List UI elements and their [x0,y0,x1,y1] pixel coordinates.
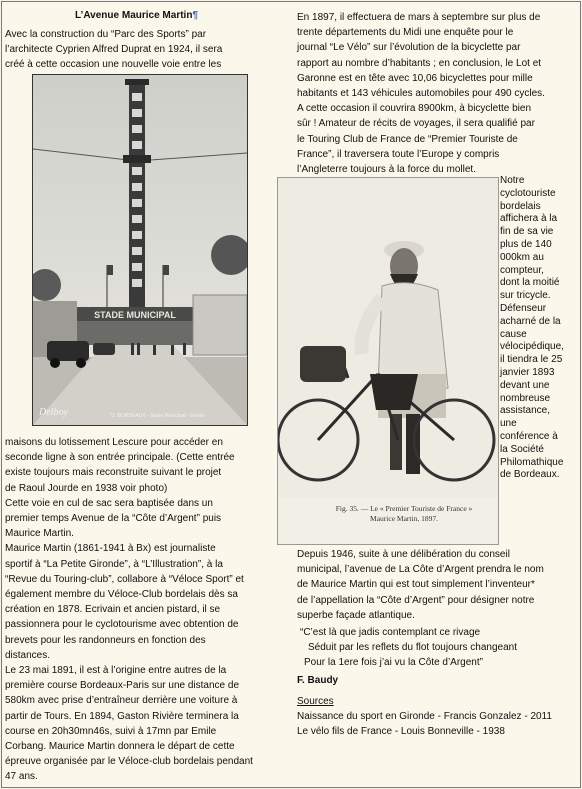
text-line: l’Angleterre toujours à la force du mollet. [297,164,476,176]
text-line: brevets pour les randonneurs en fonction des [5,634,206,646]
text-line: Depuis 1946, suite à une délibération du conseil [297,549,510,560]
text-line: création en 1878. Ecrivain et ancien pistard, il se [5,604,221,616]
text-line: seconde ligne à son entrée principale. (Cette entrée [5,452,235,464]
text-line: Avec la construction du “Parc des Sports” par [5,29,207,40]
text-line: trente départements du Midi une enquête pour le [297,27,514,39]
text-line: une [500,418,517,430]
text-line: conférence à [500,430,558,442]
source-item: Naissance du sport en Gironde - Francis Gonzalez - 2011 [297,711,552,723]
source-item: Le vélo fils de France - Louis Bonneville - 1938 [297,726,505,738]
text-line: de Maurice Martin qui est tout simplement l’inventeur* [297,579,535,591]
text-line: bordelais [500,200,541,212]
text-line: maisons du lotissement Lescure pour accéder en [5,437,223,448]
text-line: sûr ! Amateur de récits de voyages, il sera qualifié par [297,118,535,130]
text-line: de Bordeaux. [500,469,560,481]
text-line: acharné de la [500,315,561,327]
text-line: superbe façade atlantique. [297,609,415,621]
right-top [297,10,575,177]
text-line: A cette occasion il couvrira 8900km, à bicyclette bien [297,103,532,115]
text-line: Maurice Martin (1861-1941 à Bx) est journaliste [5,543,216,555]
poem [300,625,570,671]
poem-line: “C’est là que jadis contemplant ce rivage [300,627,481,638]
sources-heading: Sources [297,696,334,707]
caption-line: Fig. 35. — Le « Premier Touriste de France » [335,504,473,513]
text-line: France”, il traversera toute l’Europe y compris [297,148,500,160]
text-line: cyclotouriste [500,187,556,199]
page-title: L’Avenue Maurice Martin¶ [75,10,198,21]
text-line: Cette voie en cul de sac sera baptisée dans un [5,497,213,509]
text-line: Garonne est en tête avec 10,06 bicyclettes pour mille [297,72,533,84]
text-line: épreuve organisée par le Véloce-club bordelais pendant [5,756,253,768]
text-line: plus de 140 [500,238,552,250]
text-line: il tiendra le 25 [500,354,563,366]
text-line: premier temps Avenue de la “Côte d’Argent” puis [5,513,222,525]
text-line: de l’appellation la “Côte d’Argent” pour désigner notre [297,594,535,606]
text-line: de Raoul Jourde en 1938 voir photo) [5,482,168,494]
text-line: compteur, [500,264,544,276]
caption-line: Maurice Martin, 1897. [370,514,438,523]
stadium-illustration [33,75,247,425]
text-line: existe toujours mais reconstruite suivant le projet [5,467,222,479]
text-line: distances. [5,649,51,661]
text-line: vélocipédique, [500,341,564,353]
text-line: devant une [500,379,550,391]
text-line: fin de sa vie [500,226,554,238]
text-line: la Société [500,443,544,455]
text-line: nombreuse [500,392,551,404]
text-line: Notre [500,175,525,186]
text-line: municipal, l’avenue de La Côte d’Argent prendra le nom [297,564,544,576]
text-line: l’architecte Cyprien Alfred Duprat en 1924, il sera [5,44,223,56]
text-line: Corbang. Maurice Martin donnera le départ de cette [5,741,235,753]
text-line: 580km avec prise d’entraîneur derrière une voiture à [5,695,238,707]
right-bottom [297,547,575,623]
text-line: partir de Tours. En 1894, Gaston Rivière terminera la [5,710,239,722]
text-line: 000km au [500,251,544,263]
photographer-mark: Delboy [39,407,68,418]
text-line: assistance, [500,405,551,417]
cyclist-illustration [278,178,498,498]
text-line: Philomathique [500,456,564,468]
photo-caption [314,504,494,524]
text-line: passionnera pour le cyclotourisme avec obtention de [5,619,239,631]
text-line: janvier 1893 [500,366,555,378]
left-intro [5,27,280,73]
sources [297,694,575,740]
postcard-caption: 72. BORDEAUX - Stade Municipal - Entrée [109,413,205,419]
stadium-sign: STADE MUNICIPAL [94,310,176,320]
right-side-text [500,175,576,482]
pilcrow-icon: ¶ [192,10,198,21]
text-line: sportif à “La Petite Gironde”, à “L’Illustration”, à la [5,558,223,570]
text-line: Le 23 mai 1891, il est à l’origine entre autres de la [5,665,227,677]
text-line: dont la moitié [500,277,560,289]
stadium-photo [32,74,248,426]
text-line: “Revue du Touring-club”, collabore à “Véloce Sport” et [5,573,244,585]
poem-line: Pour la 1ere fois j’ai vu la Côte d’Argent” [304,657,483,669]
signature: F. Baudy [297,675,339,686]
text-line: créé à cette occasion une nouvelle voie entre les [5,59,222,71]
text-line: journal “Le Vélo” sur l’évolution de la bicyclette par [297,42,521,54]
text-line: le Touring Club de France de “Premier Touriste de [297,133,518,145]
text-line: affichera à la [500,213,558,225]
text-line: Défenseur [500,302,547,314]
text-line: également membre du Véloce-Club bordelais dès sa [5,589,238,601]
text-line: 47 ans. [5,771,38,783]
text-line: course en 20h30mn46s, suivi à 17mn par Emile [5,725,217,737]
text-line: sur tricycle. [500,290,551,302]
text-line: première course Bordeaux-Paris sur une distance de [5,680,240,692]
cyclist-photo [277,177,499,545]
text-line: En 1897, il effectuera de mars à septembre sur plus de [297,12,541,23]
left-body [5,435,275,785]
text-line: Maurice Martin. [5,528,74,540]
text-line: habitants et 143 véhicules automobiles pour 490 cycles. [297,88,545,100]
poem-line: Séduit par les reflets du flot toujours changeant [308,642,518,654]
text-line: rapport au nombre d’habitants ; en conclusion, le Lot et [297,57,542,69]
text-line: cause [500,328,527,340]
